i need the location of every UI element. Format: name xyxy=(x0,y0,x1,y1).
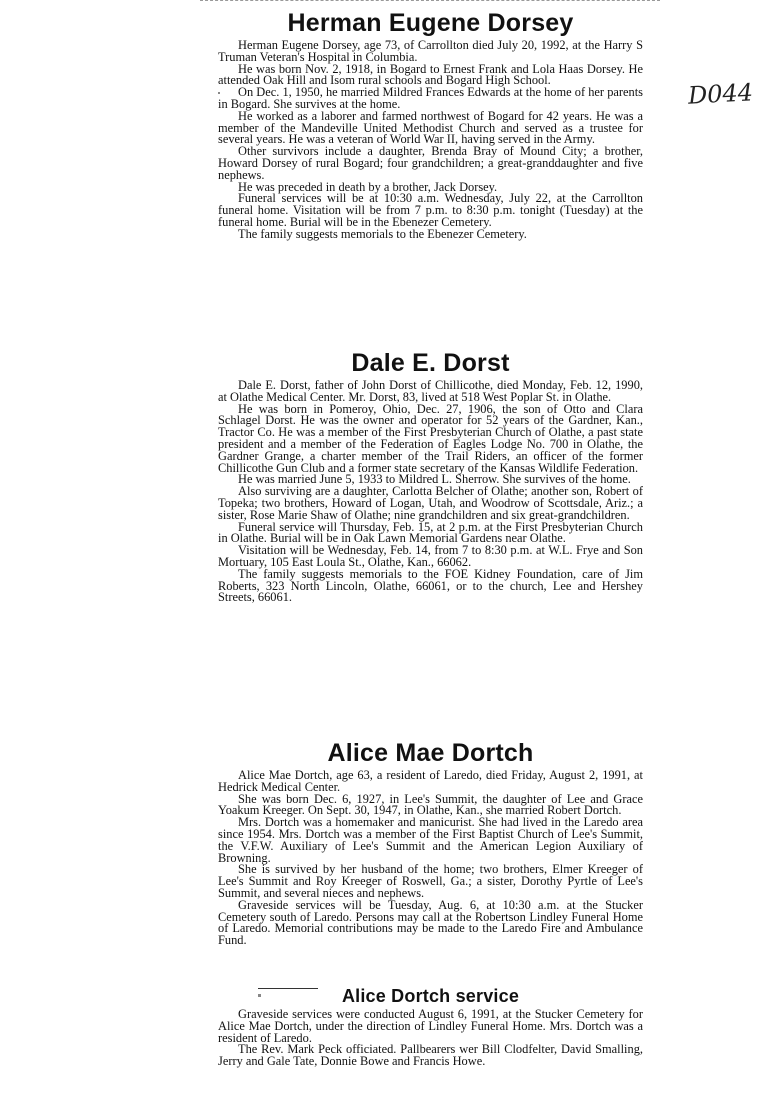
obituary-paragraph: Graveside services will be Tuesday, Aug. 6, at 10:30 a.m. at the Stucker Cemetery south of Laredo. Persons may call at the Robertson Lindley Funeral Home of Laredo. Memorial contributions may be made to the Laredo Fire and Ambulance Fund. xyxy=(218,897,643,948)
obituary-headline: Dale E. Dorst xyxy=(351,349,510,377)
obituary-paragraph: She is survived by her husband of the home; two brothers, Elmer Kreeger of Lee's Summit and Roy Kreeger of Roswell, Ga.; a sister, Dorothy Pyrtle of Lee's Summit, and several nieces and nephews. xyxy=(218,862,643,900)
obituary-paragraph: The family suggests memorials to the FOE Kidney Foundation, care of Jim Roberts, 323 North Lincoln, Olathe, 66061, or to the church, Lee and Hershey Streets, 66061. xyxy=(218,566,643,605)
obituary-paragraph: Also surviving are a daughter, Carlotta Belcher of Olathe; another son, Robert of Topeka; two brothers, Howard of Logan, Utah, and Woodrow of Scottsdale, Ariz.; a sister, Rose Marie Shaw of Olathe; nine grandchildren and six great-grandchildren. xyxy=(218,484,643,522)
obituary-clipping-dorsey xyxy=(218,8,643,241)
handwritten-note: D044 xyxy=(687,78,754,110)
obituary-paragraph: He was born Nov. 2, 1918, in Bogard to Ernest Frank and Lola Haas Dorsey. He attended Oak Hill and Isom rural schools and Bogard High School. xyxy=(218,61,643,88)
obituary-paragraph: Dale E. Dorst, father of John Dorst of Chillicothe, died Monday, Feb. 12, 1990, at Olathe Medical Center. Mr. Dorst, 83, lived at 518 West Poplar St. in Olathe. xyxy=(218,378,643,404)
obituary-paragraph: Other survivors include a daughter, Brenda Bray of Mound City; a brother, Howard Dorsey of rural Bogard; four grandchildren; a great-granddaughter and five nephews. xyxy=(218,144,643,182)
obituary-paragraph: He was preceded in death by a brother, Jack Dorsey. xyxy=(238,179,498,194)
obituary-clipping-dortch xyxy=(218,738,643,947)
obituary-paragraph: He was born in Pomeroy, Ohio, Dec. 27, 1906, the son of Otto and Clara Schlagel Dorst. He was the owner and operator for 52 years of the Gardner, Kan., Tractor Co. He was a member of the First Presbyterian Church of Olathe, a past state president and a member of the Federation of Eagles Lodge No. 700 in Olathe, the Gardner Grange, a charter member of the Trail Riders, an officer of the former Chillicothe Gun Club and a former state secretary of the Kansas Wildlife Federation. xyxy=(218,401,643,475)
obituary-body xyxy=(218,40,643,241)
top-edge-rule xyxy=(200,0,660,1)
obituary-headline: Herman Eugene Dorsey xyxy=(287,9,574,37)
obituary-paragraph: She was born Dec. 6, 1927, in Lee's Summit, the daughter of Lee and Grace Yoakum Kreeger. On Sept. 30, 1947, in Olathe, Kan., she married Robert Dortch. xyxy=(218,791,643,818)
obituary-headline: Alice Mae Dortch xyxy=(327,739,534,767)
obituary-paragraph: Mrs. Dortch was a homemaker and manicurist. She had lived in the Laredo area since 1954. Mrs. Dortch was a member of the First Baptist Church of Lee's Summit, the V.F.W. Auxiliary of Lee's Summit and the American Legion Auxiliary of Browning. xyxy=(218,815,643,865)
obituary-paragraph: Alice Mae Dortch, age 63, a resident of Laredo, died Friday, August 2, 1991, at Hedrick Medical Center. xyxy=(218,768,643,794)
obituary-paragraph: Funeral service will Thursday, Feb. 15, at 2 p.m. at the First Presbyterian Church in Olathe. Burial will be in Oak Lawn Memorial Gardens near Olathe. xyxy=(218,519,643,546)
obituary-body xyxy=(218,380,643,604)
obituary-paragraph: The Rev. Mark Peck officiated. Pallbearers wer Bill Clodfelter, David Smalling, Jerry and Gale Tate, Donnie Bowe and Francis Howe. xyxy=(218,1042,643,1069)
obituary-clipping-dorst xyxy=(218,348,643,604)
obituary-paragraph: Funeral services will be at 10:30 a.m. Wednesday, July 22, at the Carrollton funeral home. Visitation will be from 7 p.m. to 8:30 p.m. tonight (Tuesday) at the funeral home. Burial will be in the Ebenezer Cemetery. xyxy=(218,191,643,229)
obituary-paragraph: Herman Eugene Dorsey, age 73, of Carrollton died July 20, 1992, at the Harry S Truman Veteran's Hospital in Columbia. xyxy=(218,38,643,64)
obituary-paragraph: On Dec. 1, 1950, he married Mildred Frances Edwards at the home of her parents in Bogard. She survives at the home. xyxy=(218,85,643,111)
scan-speck xyxy=(258,994,261,997)
obituary-paragraph: He was married June 5, 1933 to Mildred L. Sherrow. She survives of the home. xyxy=(238,472,631,487)
obituary-headline: Alice Dortch service xyxy=(341,986,520,1006)
obituary-paragraph: Graveside services were conducted August 6, 1991, at the Stucker Cemetery for Alice Mae Dortch, under the direction of Lindley Funeral Home. Mrs. Dortch was a resident of Laredo. xyxy=(218,1007,643,1045)
obituary-paragraph: He worked as a laborer and farmed northwest of Bogard for 42 years. He was a member of the Mandeville United Methodist Church and served as a trustee for several years. He was a veteran of World War II, having served in the Army. xyxy=(218,108,643,147)
obituary-paragraph: Visitation will be Wednesday, Feb. 14, from 7 to 8:30 p.m. at W.L. Frye and Son Mortuary, 105 East Loula St., Olathe, Kan., 66062. xyxy=(218,543,643,569)
scan-speck xyxy=(218,92,220,94)
obituary-clipping-dortch-service xyxy=(218,985,643,1068)
obituary-paragraph: The family suggests memorials to the Ebenezer Cemetery. xyxy=(238,226,527,241)
obituary-body xyxy=(218,1009,643,1068)
obituary-body xyxy=(218,770,643,947)
